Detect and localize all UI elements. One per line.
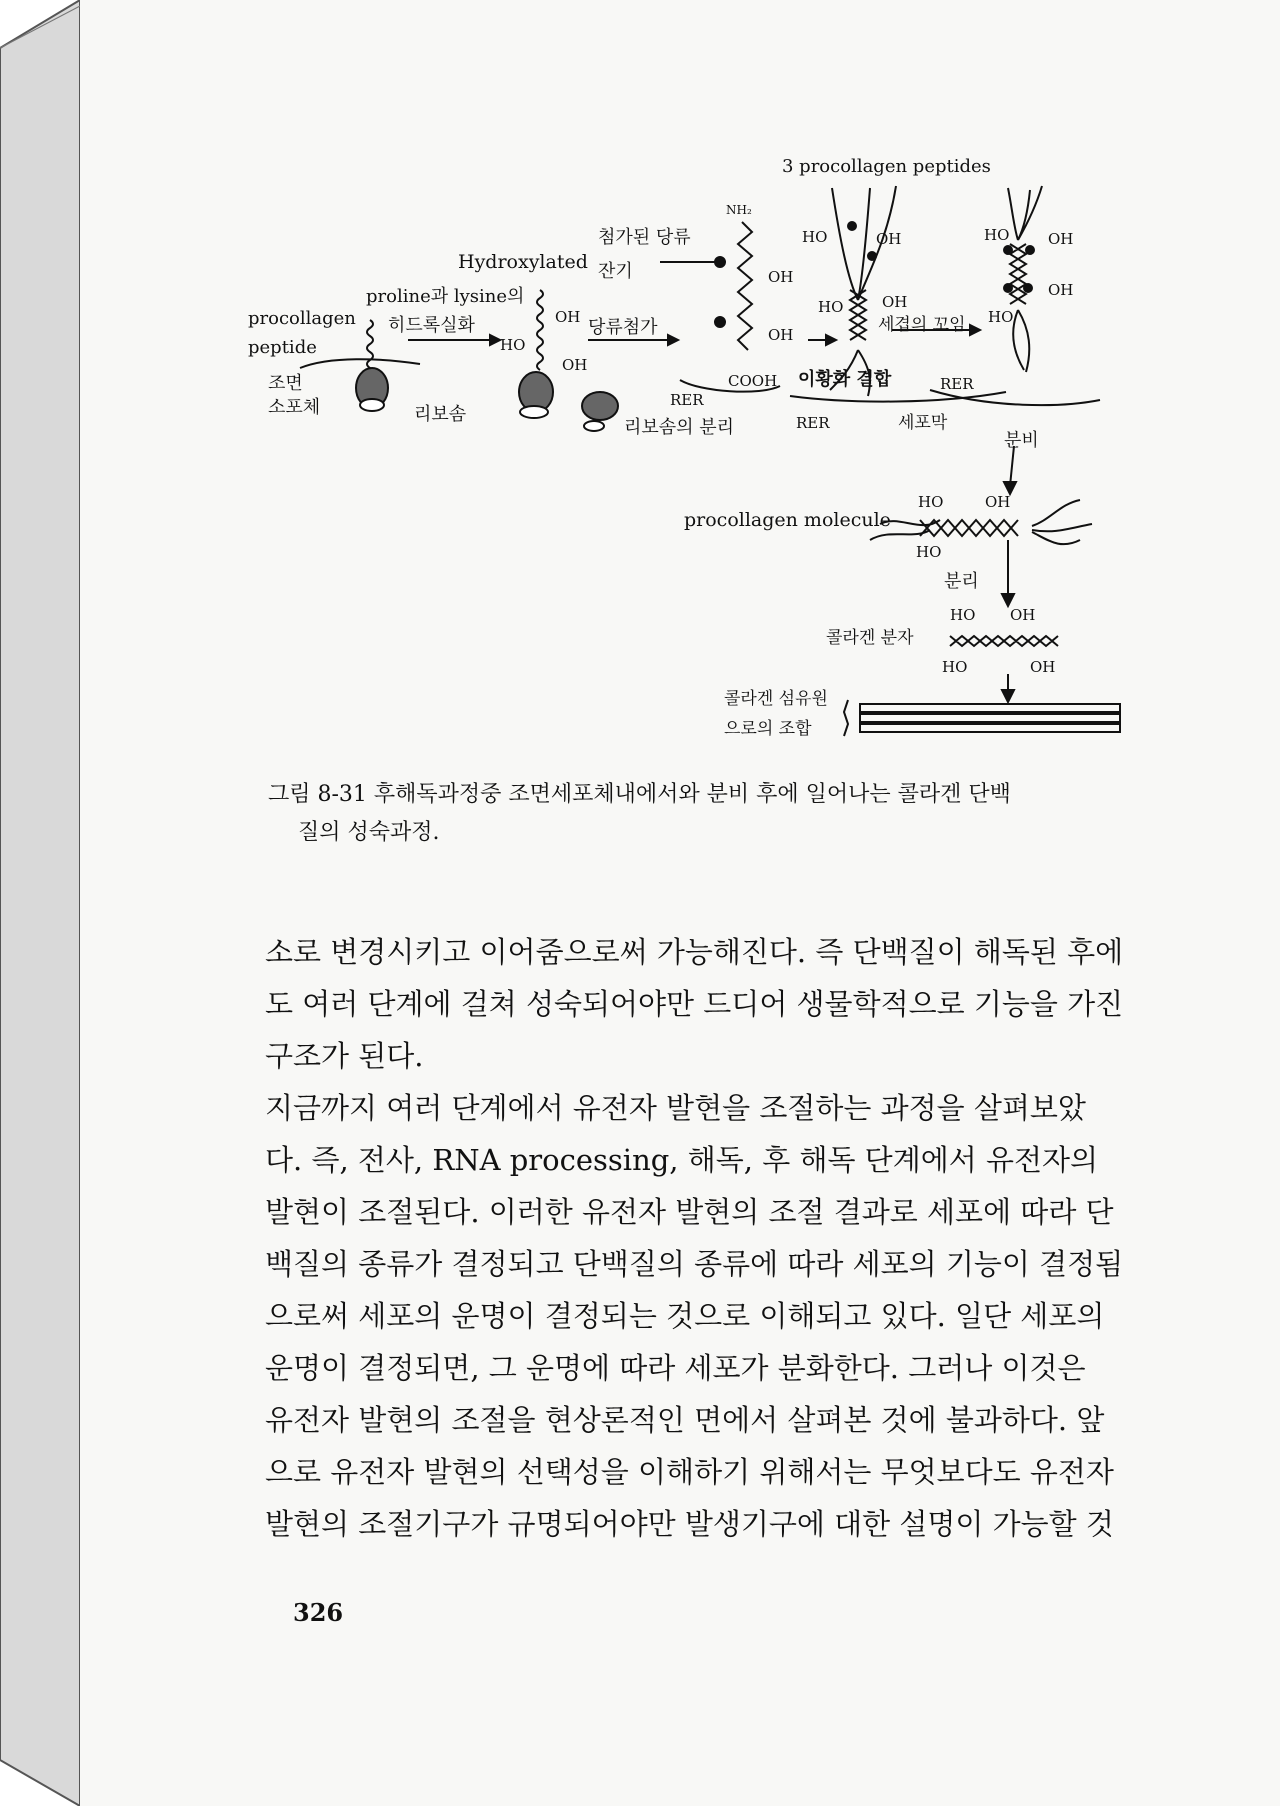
fig-label-ribosome: 리보솜: [414, 404, 467, 425]
fig-oh: OH: [768, 326, 794, 344]
fig-oh: OH: [1048, 230, 1074, 248]
collagen-figure: [0, 0, 1280, 760]
fig-ho: HO: [802, 228, 828, 246]
fig-ho: HO: [918, 493, 944, 511]
fig-label-residue: 잔기: [598, 261, 633, 282]
fig-ho: HO: [942, 658, 968, 676]
fig-label-ribosome-release: 리보솜의 분리: [624, 417, 735, 438]
fig-oh: OH: [555, 308, 581, 326]
fig-oh: OH: [985, 493, 1011, 511]
figure-caption: [268, 776, 1128, 852]
caption-line-2: 질의 성숙과정.: [298, 820, 440, 845]
fig-label-rer-1: RER: [670, 391, 704, 409]
fig-label-procollagen-molecule: procollagen molecule: [684, 509, 891, 531]
fig-oh: OH: [882, 293, 908, 311]
fig-ho: HO: [500, 336, 526, 354]
paragraph-line: 운명이 결정되면, 그 운명에 따라 세포가 분화한다. 그러나 이것은: [265, 1351, 1086, 1385]
fig-label-fibril-2: 으로의 조합: [724, 719, 812, 739]
fig-label-secretion: 분비: [1004, 430, 1039, 451]
paragraph-line: 발현의 조절기구가 규명되어야만 발생기구에 대한 설명이 가능할 것: [265, 1507, 1114, 1541]
paragraph-line: 구조가 된다.: [265, 1039, 424, 1073]
fig-label-hydroxylation: 히드록실화: [388, 315, 475, 336]
fig-label-rough-er: 조면: [268, 373, 303, 394]
paragraph-line: 유전자 발현의 조절을 현상론적인 면에서 살펴본 것에 불과하다. 앞: [265, 1403, 1105, 1437]
fig-oh: OH: [768, 268, 794, 286]
fig-label-glycosylation: 당류첨가: [588, 317, 658, 338]
fig-label-fibril-1: 콜라겐 섬유원: [724, 689, 828, 709]
fig-label-separation: 분리: [944, 571, 979, 592]
fig-ho: HO: [988, 308, 1014, 326]
paragraph-line: 백질의 종류가 결정되고 단백질의 종류에 따라 세포의 기능이 결정됨: [265, 1247, 1124, 1281]
fig-oh: OH: [1030, 658, 1056, 676]
paragraph-line: 도 여러 단계에 걸쳐 성숙되어야만 드디어 생물학적으로 기능을 가진: [265, 987, 1124, 1021]
fig-ho: HO: [950, 606, 976, 624]
fig-label-added-sugar: 첨가된 당류: [598, 227, 691, 248]
fig-label-disulfide: 이황화 결합: [798, 369, 892, 390]
fig-label-3-peptides: 3 procollagen peptides: [782, 156, 991, 177]
fig-label-rer-3: RER: [940, 375, 974, 393]
paragraph-line: 으로 유전자 발현의 선택성을 이해하기 위해서는 무엇보다도 유전자: [265, 1455, 1114, 1489]
fig-label-peptide: peptide: [248, 337, 317, 358]
fig-ho: HO: [984, 226, 1010, 244]
fig-label-cytoplasm: 소포체: [268, 397, 321, 418]
page-number: 326: [293, 1598, 344, 1627]
paragraph-line: 발현이 조절된다. 이러한 유전자 발현의 조절 결과로 세포에 따라 단: [265, 1195, 1114, 1229]
fig-oh: OH: [1048, 281, 1074, 299]
fig-label-nh2: NH₂: [726, 203, 752, 217]
fig-ho: HO: [818, 298, 844, 316]
paragraph-line: 소로 변경시키고 이어줌으로써 가능해진다. 즉 단백질이 해독된 후에: [265, 935, 1124, 969]
paragraph-line: 으로써 세포의 운명이 결정되는 것으로 이해되고 있다. 일단 세포의: [265, 1299, 1105, 1333]
fig-label-collagen-molecule: 콜라겐 분자: [826, 628, 914, 648]
fig-oh: OH: [876, 230, 902, 248]
fig-label-rer-2: RER: [796, 414, 830, 432]
fig-oh: OH: [1010, 606, 1036, 624]
fig-ho: HO: [916, 543, 942, 561]
fig-oh: OH: [562, 356, 588, 374]
fig-label-cooh: COOH: [728, 372, 778, 390]
fig-label-hydroxylated: Hydroxylated: [458, 251, 588, 273]
fig-label-procollagen: procollagen: [248, 308, 356, 329]
paragraph-line: 다. 즉, 전사, RNA processing, 해독, 후 해독 단계에서 유전자의: [265, 1143, 1099, 1177]
caption-line-1: 그림 8-31 후해독과정중 조면세포체내에서와 분비 후에 일어나는 콜라겐 단백: [268, 782, 1011, 807]
paragraph-line: 지금까지 여러 단계에서 유전자 발현을 조절하는 과정을 살펴보았: [265, 1091, 1086, 1125]
fig-label-triple-helix: 세겹의 꼬임: [878, 315, 966, 335]
fig-label-proline-lysine: proline과 lysine의: [366, 286, 525, 307]
fig-label-cell-membrane: 세포막: [898, 413, 948, 433]
